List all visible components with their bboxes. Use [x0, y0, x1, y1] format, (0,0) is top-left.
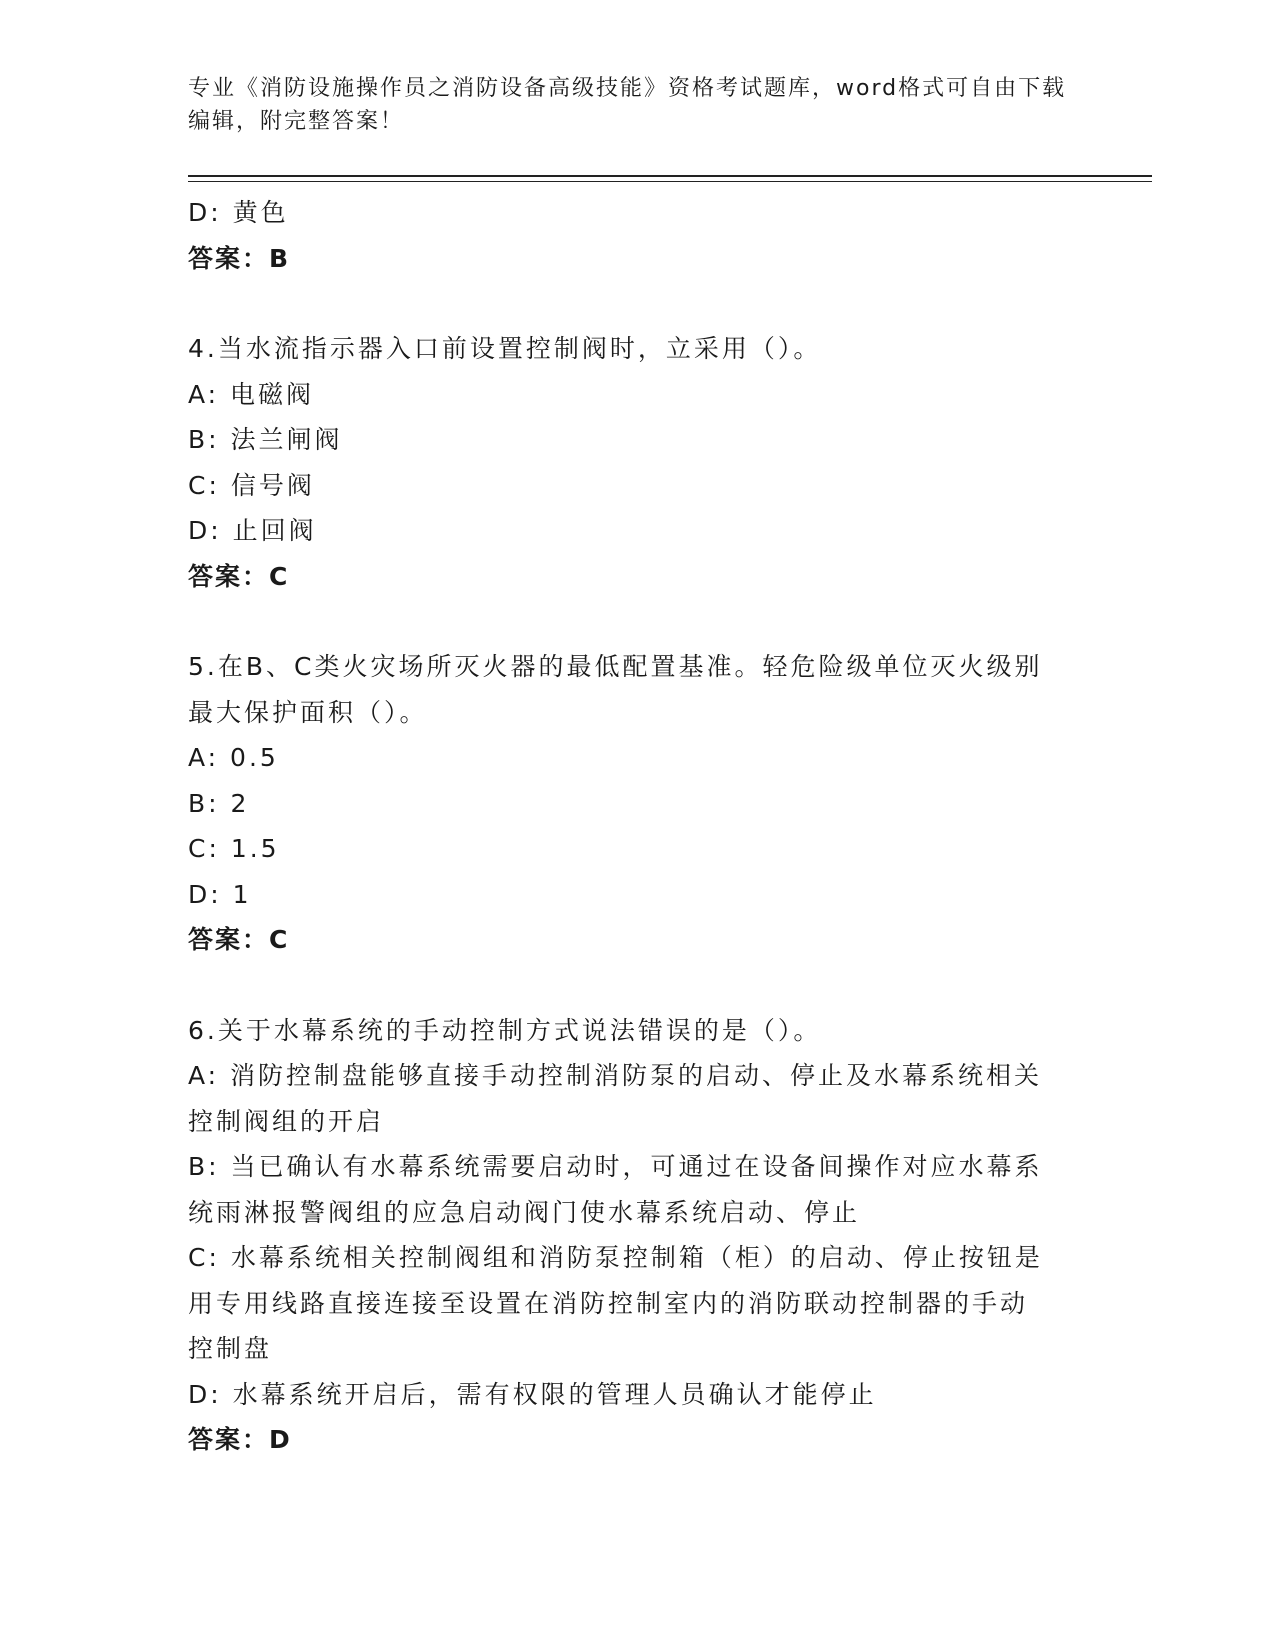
question-stem-line2: 最大保护面积（）。 — [188, 697, 428, 727]
question-content — [188, 190, 1088, 1463]
option-d: D: 水幕系统开启后，需有权限的管理人员确认才能停止 — [188, 1379, 877, 1409]
answer: 答案：D — [188, 1425, 292, 1454]
prev-option-d: D: 黄色 — [188, 198, 289, 227]
header-rule-thick — [188, 175, 1152, 177]
option-b-line2: 统雨淋报警阀组的应急启动阀门使水幕系统启动、停止 — [188, 1197, 861, 1227]
spacer — [188, 963, 1088, 1008]
document-header: 专业《消防设施操作员之消防设备高级技能》资格考试题库，word格式可自由下载编辑，附完整答案！ — [188, 76, 1067, 134]
spacer — [188, 599, 1088, 644]
question-4 — [188, 326, 1088, 599]
answer: 答案：C — [188, 561, 290, 591]
option-a-line2: 控制阀组的开启 — [188, 1106, 385, 1136]
option-b: B: 2 — [188, 788, 250, 818]
option-b: B: 法兰闸阀 — [188, 425, 343, 454]
option-c: C: 1.5 — [188, 834, 280, 863]
spacer — [188, 281, 1088, 326]
option-a: A: 0.5 — [188, 743, 279, 772]
option-c-line2: 用专用线路直接连接至设置在消防控制室内的消防联动控制器的手动 — [188, 1288, 1029, 1318]
question-5 — [188, 644, 1088, 963]
option-b-line1: B: 当已确认有水幕系统需要启动时，可通过在设备间操作对应水幕系 — [188, 1152, 1043, 1181]
option-d: D: 1 — [188, 879, 252, 909]
question-stem: 4.当水流指示器入口前设置控制阀时，立采用（）。 — [188, 334, 822, 363]
option-a-line1: A: 消防控制盘能够直接手动控制消防泵的启动、停止及水幕系统相关 — [188, 1061, 1043, 1090]
question-stem-line1: 5.在B、C类火灾场所灭火器的最低配置基准。轻危险级单位灭火级别 — [188, 652, 1043, 681]
answer: 答案：C — [188, 925, 290, 954]
option-c-line3: 控制盘 — [188, 1334, 273, 1363]
question-stem: 6.关于水幕系统的手动控制方式说法错误的是（）。 — [188, 1015, 822, 1045]
option-c-line1: C: 水幕系统相关控制阀组和消防泵控制箱（柜）的启动、停止按钮是 — [188, 1243, 1043, 1272]
option-d: D: 止回阀 — [188, 516, 317, 545]
option-c: C: 信号阀 — [188, 470, 315, 500]
question-6 — [188, 1008, 1088, 1463]
prev-answer: 答案：B — [188, 243, 291, 273]
option-a: A: 电磁阀 — [188, 379, 315, 409]
header-rule-thin — [188, 181, 1152, 182]
